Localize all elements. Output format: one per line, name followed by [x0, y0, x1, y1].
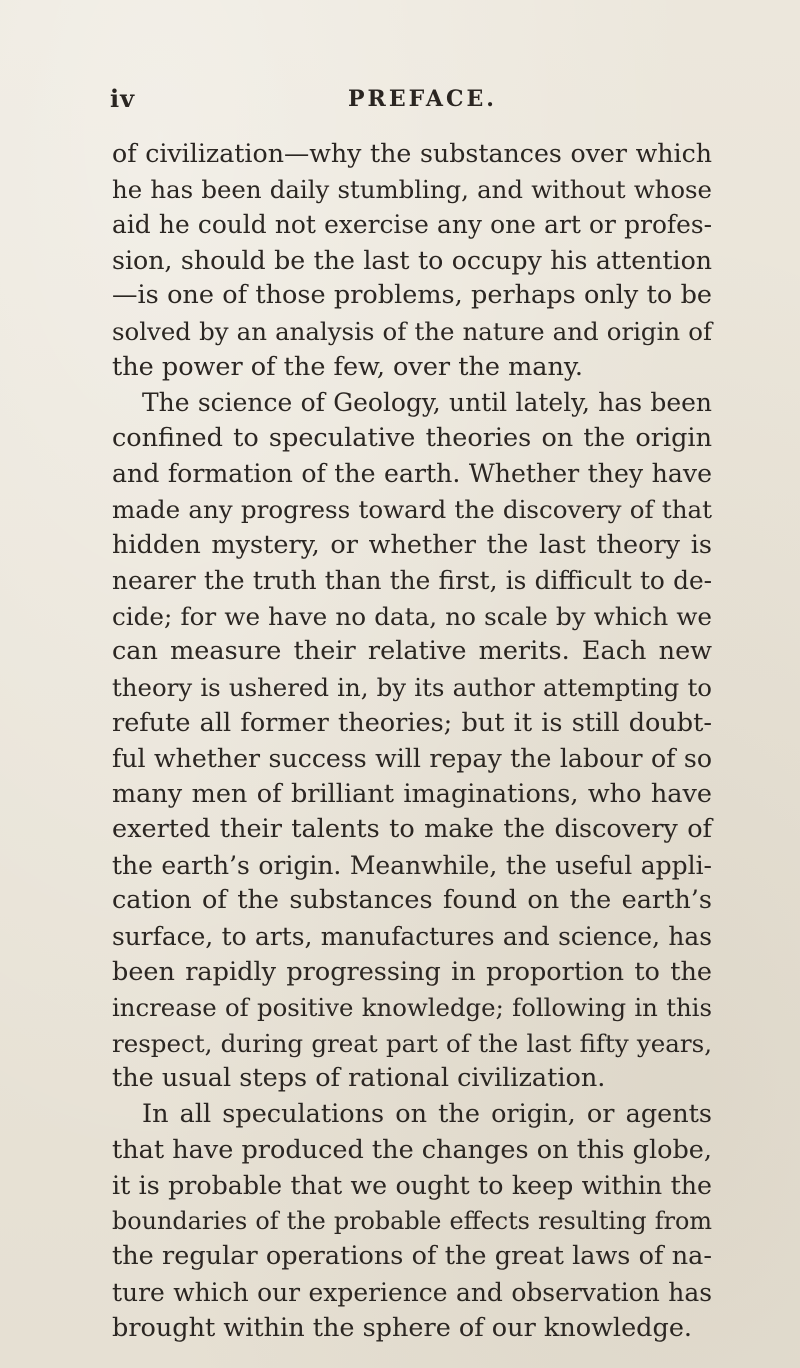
text-line: nearer the truth than the first, is difficult to de-	[112, 566, 712, 596]
text-line: increase of positive knowledge; following in this	[112, 993, 712, 1023]
text-line: ful whether success will repay the labour of so	[112, 744, 712, 774]
text-line: cation of the substances found on the earth’s	[112, 885, 712, 916]
text-line: the earth’s origin. Meanwhile, the useful appli-	[112, 850, 712, 880]
text-line: exerted their talents to make the discovery of	[112, 814, 712, 845]
text-line: solved by an analysis of the nature and origin of	[112, 316, 712, 346]
text-line: that have produced the changes on this globe,	[112, 1134, 712, 1165]
text-line: sion, should be the last to occupy his attention	[112, 245, 712, 275]
running-head: PREFACE.	[348, 86, 497, 112]
text-line: hidden mystery, or whether the last theory is	[112, 529, 712, 560]
text-line: ture which our experience and observation has	[112, 1278, 712, 1307]
text-line: brought within the sphere of our knowledge.	[112, 1312, 693, 1343]
text-line: it is probable that we ought to keep within the	[112, 1171, 712, 1201]
text-line: surface, to arts, manufactures and science, has	[112, 922, 712, 952]
text-line: the regular operations of the great laws of na-	[112, 1241, 712, 1272]
text-line: the power of the few, over the many.	[112, 351, 584, 382]
text-line: The science of Geology, until lately, has been	[142, 388, 712, 418]
text-line: refute all former theories; but it is still doubt-	[112, 707, 712, 738]
text-line: confined to speculative theories on the origin	[112, 422, 712, 453]
body-text	[112, 136, 712, 1346]
text-line: can measure their relative merits. Each new	[112, 636, 712, 667]
text-line: respect, during great part of the last fifty years,	[112, 1028, 712, 1058]
text-line: In all speculations on the origin, or agents	[142, 1099, 712, 1130]
text-line: and formation of the earth. Whether they have	[112, 459, 712, 489]
text-line: of civilization—why the substances over which	[112, 139, 712, 168]
text-line: aid he could not exercise any one art or profes-	[112, 210, 712, 240]
text-line: cide; for we have no data, no scale by which we	[112, 601, 712, 631]
page-header	[110, 84, 730, 120]
text-line: been rapidly progressing in proportion to the	[112, 956, 712, 987]
text-line: many men of brilliant imaginations, who have	[112, 778, 712, 809]
text-line: the usual steps of rational civilization.	[112, 1063, 606, 1094]
text-line: —is one of those problems, perhaps only to be	[112, 280, 712, 311]
text-line: he has been daily stumbling, and without whose	[112, 174, 712, 204]
text-line: made any progress toward the discovery of that	[112, 494, 712, 524]
text-line: theory is ushered in, by its author attempting to	[112, 672, 712, 702]
page-number: iv	[110, 84, 136, 113]
text-line: boundaries of the probable effects resulting from	[112, 1206, 712, 1235]
